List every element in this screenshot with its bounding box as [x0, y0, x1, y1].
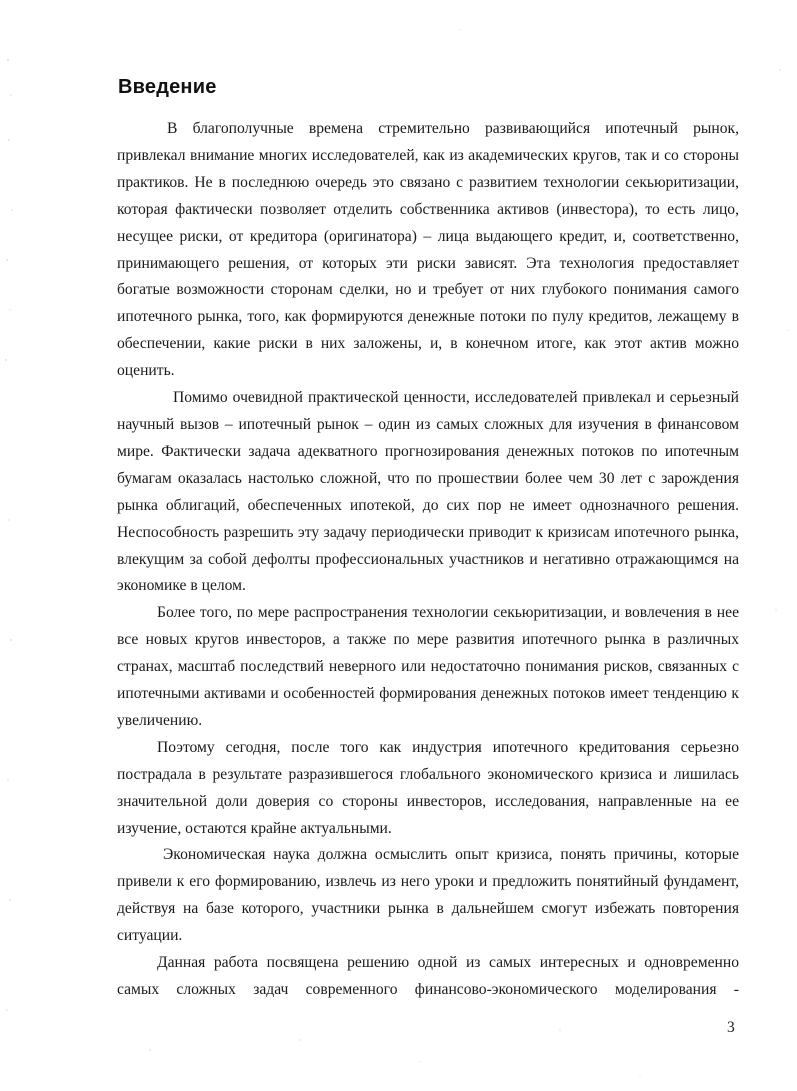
paragraph: Помимо очевидной практической ценности, исследователей привлекал и серьезный научный вызов – ипотечный рынок – один из самых сложных для изучения в финансовом мире. Фактически задача адекватного прогнозирования денежных потоков по ипотечным бумагам оказалась настолько сложной, что по прошествии более чем 30 лет с зарождения рынка облигаций, обеспеченных ипотекой, до сих пор не имеет однозначного решения. Неспособность разрешить эту задачу периодически приводит к кризисам ипотечного рынка, влекущим за собой дефолты профессиональных участников и негативно отражающимся на экономике в целом. — [117, 389, 739, 595]
paragraph: Поэтому сегодня, после того как индустрия ипотечного кредитования серьезно пострадала в результате разразившегося глобального экономического кризиса и лишилась значительной доли доверия со стороны инвесторов, исследования, направленные на ее изучение, остаются крайне актуальными. — [117, 738, 739, 837]
paragraph: Данная работа посвящена решению одной из самых интересных и одновременно самых сложных задач современного финансово-экономического моделирования - — [117, 954, 739, 998]
paragraph: Более того, по мере распространения технологии секьюритизации, и вовлечения в нее все новых кругов инвесторов, а также по мере развития ипотечного рынка в различных странах, масштаб последствий неверного или недостаточно понимания рисков, связанных с ипотечными активами и особенностей формирования денежных потоков имеет тенденцию к увеличению. — [117, 604, 739, 729]
body-text — [117, 116, 739, 1004]
paragraph: Экономическая наука должна осмыслить опыт кризиса, понять причины, которые привели к его формированию, извлечь из него уроки и предложить понятийный фундамент, действуя на базе которого, участники рынка в дальнейшем смогут избежать повторения ситуации. — [117, 846, 739, 945]
paragraph: В благополучные времена стремительно развивающийся ипотечный рынок, привлекал внимание многих исследователей, как из академических кругов, так и со стороны практиков. Не в последнюю очередь это связано с развитием технологии секьюритизации, которая фактически позволяет отделить собственника активов (инвестора), то есть лицо, несущее риски, от кредитора (оригинатора) – лица выдающего кредит, и, соответственно, принимающего решения, от которых эти риски зависят. Эта технология предоставляет богатые возможности сторонам сделки, но и требует от них глубокого понимания самого ипотечного рынка, того, как формируются денежные потоки по пулу кредитов, лежащему в обеспечении, какие риски в них заложены, и, в конечном итоге, как этот актив можно оценить. — [117, 120, 739, 380]
page-number: 3 — [727, 1019, 735, 1036]
section-heading: Введение — [118, 76, 217, 98]
